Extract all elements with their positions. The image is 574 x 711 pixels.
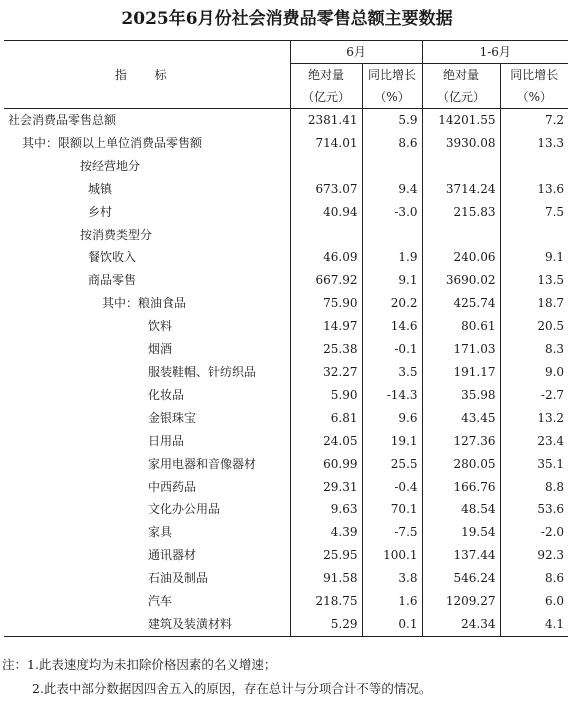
row-label: 餐饮收入: [88, 250, 137, 265]
footnote-2: 2.此表中部分数据因四舍五入的原因，存在总计与分项合计不等的情况。: [32, 681, 432, 696]
cell-jun-yoy: -0.1: [362, 338, 422, 361]
footnote-1: 注：1.此表速度均为未扣除价格因素的名义增速；: [2, 657, 277, 672]
cell-jun-yoy: -3.0: [362, 201, 422, 224]
table-row: [4, 338, 568, 361]
cell-jun-abs: 40.94: [290, 201, 362, 224]
cell-jun-abs: [290, 224, 362, 247]
cell-h1-abs: 80.61: [422, 315, 500, 338]
row-label: 汽车: [148, 594, 173, 609]
cell-h1-abs: 43.45: [422, 407, 500, 430]
cell-h1-yoy: 8.6: [500, 567, 568, 590]
cell-h1-abs: 35.98: [422, 384, 500, 407]
cell-h1-yoy: 23.4: [500, 430, 568, 453]
cell-jun-yoy: 9.4: [362, 178, 422, 201]
row-label: 乡村: [88, 204, 113, 219]
cell-h1-yoy: 9.1: [500, 246, 568, 269]
cell-jun-abs: 667.92: [290, 269, 362, 292]
cell-h1-abs: 171.03: [422, 338, 500, 361]
row-label: 烟酒: [148, 342, 173, 357]
cell-jun-abs: 24.05: [290, 430, 362, 453]
cell-h1-abs: 280.05: [422, 453, 500, 476]
cell-h1-yoy: 13.3: [500, 132, 568, 155]
cell-jun-yoy: 14.6: [362, 315, 422, 338]
h1-yoy-unit: （%）: [500, 86, 568, 109]
june-yoy-header: 同比增长: [362, 64, 422, 87]
indicator-header: 指 标: [4, 41, 290, 109]
table-row: [4, 292, 568, 315]
table-row: [4, 315, 568, 338]
table-row: [4, 132, 568, 155]
row-label: 建筑及装潢材料: [4, 613, 290, 636]
cell-h1-yoy: 4.1: [500, 613, 568, 636]
retail-sales-table: [4, 40, 568, 637]
cell-h1-abs: 191.17: [422, 361, 500, 384]
row-label: 服装鞋帽、针纺织品: [148, 364, 257, 379]
cell-jun-abs: 5.29: [290, 613, 362, 636]
row-label: 金银珠宝: [148, 410, 197, 425]
row-label: 化妆品: [148, 387, 185, 402]
june-abs-header: 绝对量: [290, 64, 362, 87]
cell-h1-abs: 127.36: [422, 430, 500, 453]
cell-jun-abs: 673.07: [290, 178, 362, 201]
cell-h1-yoy: -2.7: [500, 384, 568, 407]
cell-jun-abs: 46.09: [290, 246, 362, 269]
row-label: 日用品: [148, 433, 185, 448]
cell-jun-yoy: 70.1: [362, 498, 422, 521]
cell-jun-abs: 32.27: [290, 361, 362, 384]
cell-h1-yoy: 53.6: [500, 498, 568, 521]
row-label: 中西药品: [148, 479, 197, 494]
row-label: 石油及制品: [148, 571, 209, 586]
cell-jun-yoy: 9.1: [362, 269, 422, 292]
cell-jun-abs: 5.90: [290, 384, 362, 407]
cell-h1-yoy: 8.3: [500, 338, 568, 361]
cell-jun-yoy: [362, 155, 422, 178]
row-label: 家具: [148, 525, 173, 540]
cell-h1-abs: 14201.55: [422, 109, 500, 132]
cell-jun-yoy: 1.6: [362, 590, 422, 613]
cell-h1-yoy: 8.8: [500, 476, 568, 499]
cell-h1-yoy: 92.3: [500, 544, 568, 567]
cell-h1-abs: 215.83: [422, 201, 500, 224]
cell-h1-yoy: 13.2: [500, 407, 568, 430]
table-row: [4, 201, 568, 224]
cell-h1-abs: 1209.27: [422, 590, 500, 613]
cell-jun-abs: [290, 155, 362, 178]
cell-h1-abs: 166.76: [422, 476, 500, 499]
table-row: [4, 361, 568, 384]
cell-h1-abs: 24.34: [422, 613, 500, 636]
cell-h1-yoy: 7.2: [500, 109, 568, 132]
cell-jun-yoy: 5.9: [362, 109, 422, 132]
table-row: [4, 590, 568, 613]
cell-h1-yoy: [500, 224, 568, 247]
table-row: [4, 384, 568, 407]
table-row: [4, 453, 568, 476]
cell-h1-abs: 3690.02: [422, 269, 500, 292]
cell-jun-abs: 29.31: [290, 476, 362, 499]
cell-h1-yoy: 13.6: [500, 178, 568, 201]
cell-h1-abs: 546.24: [422, 567, 500, 590]
page-title: 2025年6月份社会消费品零售总额主要数据: [121, 9, 453, 29]
h1-abs-unit: （亿元）: [422, 86, 500, 109]
cell-jun-abs: 91.58: [290, 567, 362, 590]
row-label: 家用电器和音像器材: [148, 456, 257, 471]
cell-jun-abs: 25.38: [290, 338, 362, 361]
period-jan-jun-header: 1-6月: [422, 41, 568, 64]
period-june-header: 6月: [290, 41, 422, 64]
cell-h1-abs: [422, 155, 500, 178]
cell-jun-yoy: 9.6: [362, 407, 422, 430]
cell-h1-abs: 137.44: [422, 544, 500, 567]
table-row: [4, 155, 568, 178]
h1-abs-header: 绝对量: [422, 64, 500, 87]
cell-jun-abs: 6.81: [290, 407, 362, 430]
cell-h1-abs: 3714.24: [422, 178, 500, 201]
cell-jun-yoy: 19.1: [362, 430, 422, 453]
cell-h1-abs: 19.54: [422, 521, 500, 544]
table-row: [4, 544, 568, 567]
footnotes: [2, 653, 572, 701]
cell-jun-yoy: -14.3: [362, 384, 422, 407]
table-row: [4, 178, 568, 201]
h1-yoy-header: 同比增长: [500, 64, 568, 87]
table-row: [4, 407, 568, 430]
cell-h1-yoy: -2.0: [500, 521, 568, 544]
cell-jun-yoy: -7.5: [362, 521, 422, 544]
row-label: 其中：粮油食品: [102, 296, 187, 311]
table-row: [4, 521, 568, 544]
row-label: 按消费类型分: [80, 227, 153, 242]
table-row: [4, 224, 568, 247]
cell-h1-yoy: 18.7: [500, 292, 568, 315]
cell-jun-yoy: -0.4: [362, 476, 422, 499]
cell-h1-abs: 48.54: [422, 498, 500, 521]
table-row: [4, 109, 568, 132]
row-label: 按经营地分: [80, 158, 141, 173]
cell-jun-abs: 9.63: [290, 498, 362, 521]
cell-jun-yoy: 100.1: [362, 544, 422, 567]
june-abs-unit: （亿元）: [290, 86, 362, 109]
cell-jun-yoy: 8.6: [362, 132, 422, 155]
table-row: [4, 613, 568, 636]
row-label: 社会消费品零售总额: [4, 109, 290, 132]
cell-jun-abs: 25.95: [290, 544, 362, 567]
cell-jun-abs: 218.75: [290, 590, 362, 613]
cell-h1-yoy: 9.0: [500, 361, 568, 384]
cell-jun-yoy: 0.1: [362, 613, 422, 636]
cell-h1-yoy: 13.5: [500, 269, 568, 292]
cell-jun-yoy: [362, 224, 422, 247]
table-row: [4, 476, 568, 499]
row-label: 城镇: [88, 181, 113, 196]
table-row: [4, 246, 568, 269]
cell-h1-yoy: 35.1: [500, 453, 568, 476]
cell-jun-abs: 75.90: [290, 292, 362, 315]
row-label: 饮料: [148, 319, 173, 334]
cell-h1-yoy: 20.5: [500, 315, 568, 338]
cell-jun-yoy: 3.5: [362, 361, 422, 384]
cell-jun-yoy: 3.8: [362, 567, 422, 590]
cell-jun-abs: 14.97: [290, 315, 362, 338]
cell-jun-abs: 60.99: [290, 453, 362, 476]
cell-h1-yoy: 6.0: [500, 590, 568, 613]
table-row: [4, 498, 568, 521]
cell-h1-abs: 3930.08: [422, 132, 500, 155]
cell-jun-yoy: 20.2: [362, 292, 422, 315]
cell-h1-abs: [422, 224, 500, 247]
cell-jun-abs: 714.01: [290, 132, 362, 155]
row-label: 商品零售: [88, 273, 137, 288]
cell-jun-yoy: 25.5: [362, 453, 422, 476]
table-body: [4, 109, 568, 637]
cell-jun-yoy: 1.9: [362, 246, 422, 269]
header-row-period: [4, 41, 568, 64]
row-label: 其中：限额以上单位消费品零售额: [22, 135, 203, 150]
row-label: 文化办公用品: [148, 502, 221, 517]
row-label: 通讯器材: [148, 548, 197, 563]
cell-jun-abs: 4.39: [290, 521, 362, 544]
june-yoy-unit: （%）: [362, 86, 422, 109]
cell-h1-yoy: 7.5: [500, 201, 568, 224]
cell-jun-abs: 2381.41: [290, 109, 362, 132]
table-row: [4, 430, 568, 453]
cell-h1-yoy: [500, 155, 568, 178]
cell-h1-abs: 240.06: [422, 246, 500, 269]
table-row: [4, 269, 568, 292]
table-row: [4, 567, 568, 590]
cell-h1-abs: 425.74: [422, 292, 500, 315]
